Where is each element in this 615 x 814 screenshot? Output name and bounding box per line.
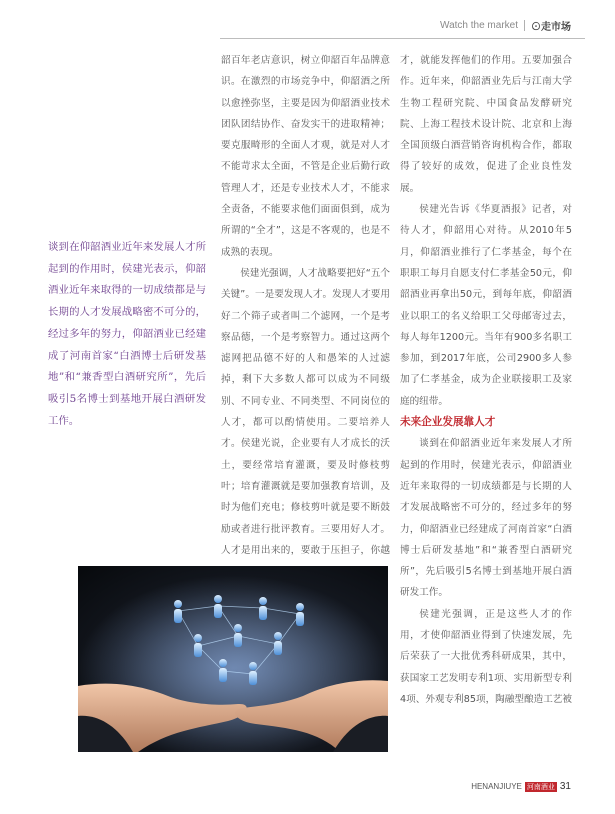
paragraph: 韶百年老店意识，树立仰韶百年品牌意识。在激烈的市场竞争中，仰韶酒之所以愈挫弥坚，主要是因为仰韶酒业技术团队团结协作、奋发实干的进取精神；要克服畸形的全面人才观，就是对人才不能苛求太全面，不管是企业后勤行政管理人才，还是专业技术人才，不能求全责备，不能要求他们面面俱到，成为所谓的“全才”，这是不客观的，也是不成熟的表现。 bbox=[221, 55, 390, 258]
page-footer bbox=[471, 781, 571, 792]
section-header bbox=[440, 18, 571, 32]
paragraph: 才，就能发挥他们的作用。五要加强合作。近年来，仰韶酒业先后与江南大学生物工程研究院、中国食品发酵研究院、上海工程技术设计院、北京和上海全国顶级白酒营销咨询机构合作，都取得了较好的成效，促进了企业良性发展。 bbox=[400, 55, 572, 194]
paragraph: 侯建光强调，人才战略要把好“五个关键”。一是要发现人才。发现人才要用好二个筛子或者叫二个滤网，一个是考察品德，一个是考察智力。通过这两个滤网把品德不好的人和愚笨的人过滤掉，剩下大多数人都可以成为不同级别、不同专业、不同类型、不同岗位的人才，都可以酌情使用。二要培养人才。侯建光说，企业要有人才成长的沃土，要经常培育灌溉，要及时修枝剪叶；培育灌溉就是要加强教育培训，及时为他们充电；修枝剪叶就是要不断鼓励或者进行批评教育。三要用好人才。人才是用出来的，要敢于压担子，你越 bbox=[221, 267, 390, 556]
article-column-1 bbox=[221, 50, 390, 560]
magazine-name-cn: 河南酒业 bbox=[526, 783, 555, 791]
section-title-en: Watch the market bbox=[440, 19, 518, 31]
article-photo bbox=[78, 566, 388, 752]
pull-quote-text: 谈到在仰韶酒业近年来发展人才所起到的作用时，侯建光表示，仰韶酒业近年来取得的一切成绩都是与长期的人才发展战略密不可分的，经过多年的努力，仰韶酒业已经建成了河南首家“白酒博士后研发基地”和“兼香型白酒研究所”，先后吸引5名博士到基地开展白酒研发工作。 bbox=[48, 241, 206, 427]
paragraph: 谈到在仰韶酒业近年来发展人才所起到的作用时，侯建光表示，仰韶酒业近年来取得的一切成绩都是与长期的人才发展战略密不可分的，经过多年的努力，仰韶酒业已经建成了河南首家“白酒博士后研发基地”和“兼香型白酒研究所”，先后吸引5名博士到基地开展白酒研发工作。 bbox=[400, 438, 572, 599]
pull-quote bbox=[48, 237, 206, 432]
hands-network-illustration bbox=[78, 566, 388, 752]
article-subheading: 未来企业发展靠人才 bbox=[400, 416, 496, 429]
header-divider bbox=[524, 20, 525, 31]
paragraph: 侯建光强调，正是这些人才的作用，才使仰韶酒业得到了快速发展，先后荣获了一大批优秀科研成果，其中，获国家工艺发明专利1项、实用新型专利4项、外观专利85项，陶融型酿造工艺被 bbox=[400, 608, 572, 705]
page-number: 31 bbox=[559, 781, 571, 792]
article-column-2 bbox=[400, 50, 572, 710]
header-rule bbox=[220, 38, 585, 39]
paragraph: 侯建光告诉《华夏酒报》记者，对待人才，仰韶用心对待。从2010年5月，仰韶酒业推行了仁孝基金，每个在职职工每月自愿支付仁孝基金50元，仰韶酒业再拿出50元，到每年底，仰韶酒业以职工的名义给职工父母邮寄过去，每人每年1200元。当年有900多名职工参加，到2017年底，公司2900多人参加了仁孝基金，成为企业联接职工及家庭的纽带。 bbox=[400, 204, 572, 407]
magazine-name: HENANJIUYE bbox=[471, 782, 522, 791]
section-title-cn: ⊙走市场 bbox=[531, 21, 571, 33]
